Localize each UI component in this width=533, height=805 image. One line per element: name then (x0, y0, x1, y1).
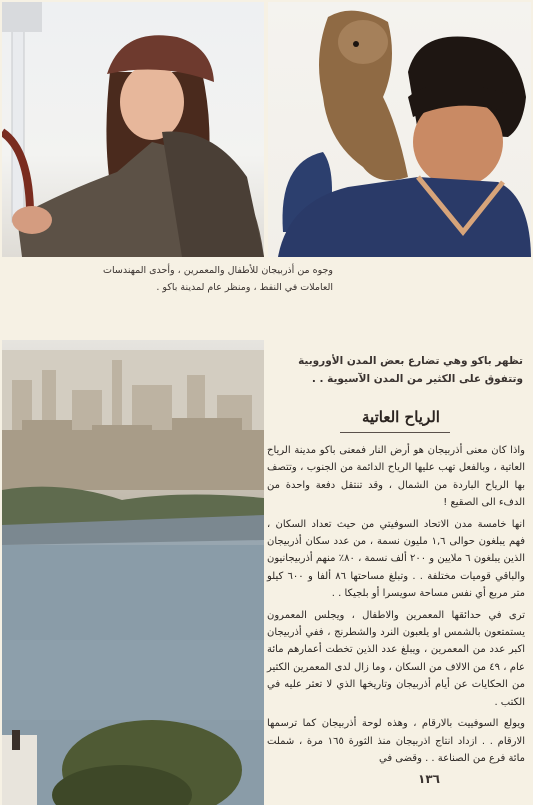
photo-caption: وجوه من أذربيجان للأطفال والمعمرين ، وأحدى المهندسات العاملات في النفط ، ومنظر عام لمدينة باكو . (103, 265, 333, 293)
baku-city-illustration (2, 340, 264, 805)
title-underline (340, 432, 450, 433)
photo-baku-city (2, 340, 264, 805)
section-title: الرياح العاتية (362, 408, 440, 426)
article-paragraph: انها خامسة مدن الاتحاد السوفيتي من حيث تعداد السكان ، فهم يبلغون حوالى ١,٦ مليون نسمة ، من عدد سكان أذربيجان الذين يبلغون ٦ ملايين و ٢٠٠ ألف نسمة ، ٨٠٪ منهم أذربيجانيون والباقي قوميات مختلفة . . وتبلغ مساحتها ٨٦ ألفا و ٦٠٠ كيلو متر مربع أي نفس مساحة سويسرا أو بلجيكا . . (267, 518, 526, 600)
woman-engineer-illustration (2, 2, 264, 257)
boy-puppy-illustration (268, 2, 531, 257)
article-body (267, 442, 525, 771)
article-paragraph: ويولع السوفييت بالارقام ، وهذه لوحة أذربيجان كما ترسمها الارقام . . ازداد انتاج اذربيجان منذ الثورة ١٦٥ مرة ، شملت مائة فرع من الصناعة . . وقضى في (267, 718, 525, 764)
page-number: ١٣٦ (418, 772, 440, 786)
city-caption: تظهر باكو وهي تضارع بعض المدن الأوروبية وتتفوق على الكثير من المدن الآسيوية . . (298, 355, 523, 385)
article-paragraph: ترى في حدائقها المعمرين والاطفال ، ويجلس المعمرون يستمتعون بالشمس او يلعبون النرد والشطرنج ، ففي أذربيجان اكبر عدد من المعمرين ، ويبلغ عدد الذين تخطت أعمارهم مائة عام ، ٤٩ من الالاف من السكان ، وما زال لدى المعمرين الكثير من الحكايات عن أيام أذربيجان وتاريخها الذي لا تعثر عليه في الكتب . (267, 609, 525, 708)
article-paragraph: واذا كان معنى أذربيجان هو أرض النار فمعنى باكو مدينة الرياح العاتية ، وبالفعل تهب عليها الرياح الدائمة من الجنوب ، وتتصف بها الرياح الباردة من الشمال ، وقد تنتقل دفعة واحدة من الدفء الى الصقيع ! (267, 445, 525, 509)
photo-boy-with-puppy (268, 2, 531, 257)
photo-woman-engineer (2, 2, 264, 257)
